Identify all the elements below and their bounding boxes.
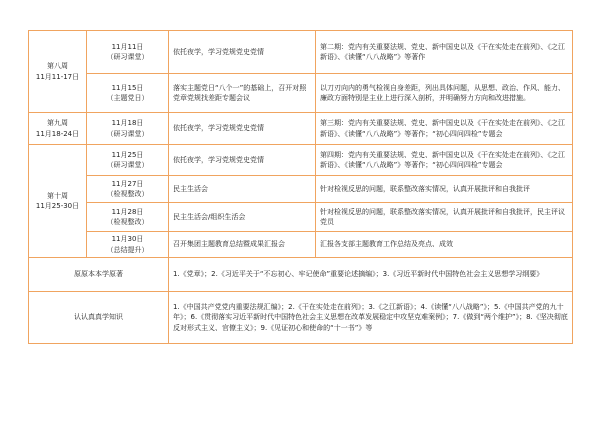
schedule-table [28, 30, 573, 344]
week-range: 11月11-17日 [35, 72, 80, 81]
activity-cell: 召开集团主题教育总结暨成果汇报会 [169, 232, 316, 258]
activity-cell: 民主生活会/组织生活会 [169, 203, 316, 232]
date-cell [87, 203, 169, 232]
content-cell: 针对检视反思的问题，联系整改落实情况，认真开展批评和自我批评，民主评议党员 [316, 203, 573, 232]
content-cell: 第三期：党内有关重要法规、党史、新中国史以及《干在实处走在前列》、《之江新语》、《读懂“八八战略”》等著作；“初心四问四检”专题会 [316, 113, 573, 145]
week-label: 第九周 [47, 119, 68, 127]
content-cell: 针对检视反思的问题，联系整改落实情况，认真开展批评和自我批评 [316, 176, 573, 203]
reading-label: 认认真真学知识 [29, 292, 169, 344]
table-row [29, 145, 573, 176]
date-text: 11月11日 [111, 42, 144, 51]
week-cell [29, 113, 87, 145]
date-text: 11月27日 [111, 179, 144, 188]
activity-cell: 落实主题党日“八个一”的基础上，召开对照党章党规找差距专题会议 [169, 74, 316, 113]
session-type: （主题党日） [106, 94, 149, 102]
date-cell [87, 145, 169, 176]
content-cell: 汇报各支部主题教育工作总结及亮点、成效 [316, 232, 573, 258]
content-cell: 第二期：党内有关重要法规、党史、新中国史以及《干在实处走在前列》、《之江新语》、《读懂“八八战略”》等著作 [316, 31, 573, 74]
week-label: 第八周 [47, 62, 68, 70]
date-text: 11月15日 [111, 83, 144, 92]
date-text: 11月25日 [111, 150, 144, 159]
session-type: （检视整改） [106, 218, 149, 226]
content-cell: 第四期：党内有关重要法规、党史、新中国史以及《干在实处走在前列》、《之江新语》、《读懂“八八战略”》等著作；“初心四问四检”专题会 [316, 145, 573, 176]
session-type: （检视整改） [106, 190, 149, 198]
week-range: 11月18-24日 [35, 129, 80, 138]
session-type: （研习课堂） [106, 161, 149, 169]
week-range: 11月25-30日 [35, 202, 80, 210]
session-type: （研习课堂） [106, 129, 149, 138]
week-cell [29, 31, 87, 113]
activity-cell: 民主生活会 [169, 176, 316, 203]
reading-label: 原原本本学原著 [29, 258, 169, 292]
date-cell [87, 113, 169, 145]
table-row [29, 258, 573, 292]
date-text: 11月18日 [111, 119, 144, 127]
table-row [29, 203, 573, 232]
week-label: 第十周 [47, 191, 68, 200]
activity-cell: 依托夜学，学习党规党史党情 [169, 113, 316, 145]
activity-cell: 依托夜学，学习党规党史党情 [169, 31, 316, 74]
date-text: 11月28日 [111, 207, 144, 216]
date-cell [87, 176, 169, 203]
table-row [29, 176, 573, 203]
table-row [29, 31, 573, 74]
date-cell [87, 74, 169, 113]
week-cell [29, 145, 87, 258]
table-row [29, 74, 573, 113]
table-row [29, 292, 573, 344]
session-type: （研习课堂） [106, 53, 149, 61]
reading-text: 1.《党章》；2.《习近平关于“不忘初心、牢记使命”重要论述摘编》；3.《习近平新时代中国特色社会主义思想学习纲要》 [169, 258, 573, 292]
activity-cell: 依托夜学，学习党规党史党情 [169, 145, 316, 176]
table-row [29, 232, 573, 258]
reading-text: 1.《中国共产党党内重要法规汇编》；2.《干在实处走在前列》；3.《之江新语》；4.《读懂“八八战略”》；5.《中国共产党的九十年》；6.《贯彻落实习近平新时代中国特色社会主义思想在改革发展稳定中攻坚克难案例》；7.《做到“两个维护”》；8.《坚决彻底反对形式主义、官僚主义》；9.《见证初心和使命的“十一书”》等 [169, 292, 573, 344]
table-row [29, 113, 573, 145]
date-text: 11月30日 [111, 235, 144, 243]
session-type: （总结提升） [106, 245, 149, 254]
date-cell [87, 232, 169, 258]
content-cell: 以刀刃向内的勇气检视自身差距，列出具体问题，从思想、政治、作风、能力、廉政方面特别是主业上进行深入剖析，并明确努力方向和改进措施。 [316, 74, 573, 113]
date-cell [87, 31, 169, 74]
